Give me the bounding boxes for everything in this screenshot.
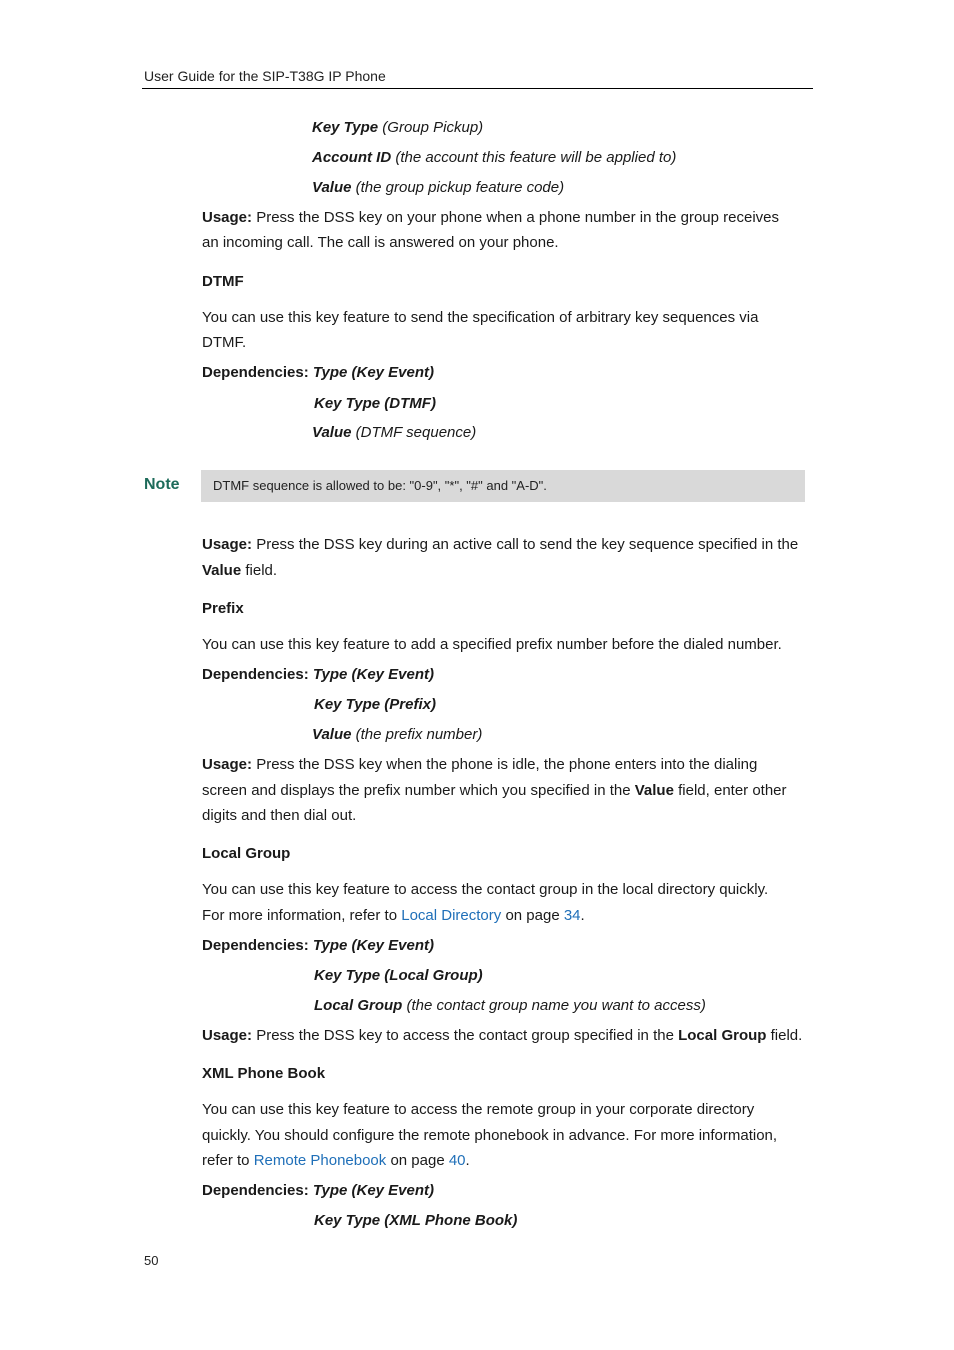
dependencies [202,1182,434,1200]
description-text: refer to [202,1152,254,1169]
dep-label: Value [312,726,352,743]
dep-value: (Prefix) [380,696,436,713]
dep-label: Key Type [314,967,381,984]
note-text: DTMF sequence is allowed to be: "0-9", "*", "#" and "A-D". [213,478,547,493]
dep-type: Type (Key Event) [308,364,435,381]
description-text: quickly. You should configure the remote phonebook in advance. For more information, [202,1127,778,1144]
dep-value [312,726,482,744]
dependencies [202,364,434,382]
dep-label: Dependencies: [202,1182,309,1199]
dep-label: Local Group [314,997,403,1014]
description-text: For more information, refer to [202,907,402,924]
description-text: on page [501,907,564,924]
usage-text [202,562,277,580]
description-text: You can use this key feature to send the specification of arbitrary key sequences via [202,309,759,326]
usage-text: an incoming call. The call is answered on your phone. [202,234,559,251]
note-box [201,470,805,502]
usage-text: Press the DSS key on your phone when a phone number in the group receives [252,209,780,226]
description-text: on page [386,1152,449,1169]
usage-text: field, enter other [673,782,787,799]
description-text: You can use this key feature to access the remote group in your corporate directory [202,1101,755,1118]
running-header: User Guide for the SIP-T38G IP Phone [144,68,386,84]
usage-paragraph [202,209,779,227]
dep-key-type [314,696,436,714]
field-name: Value [202,562,242,579]
dep-label: Value [312,179,352,196]
dependencies [202,666,434,684]
usage-paragraph [202,756,757,774]
dep-key-type [314,395,436,413]
usage-label: Usage: [202,1027,253,1044]
dep-type: Type (Key Event) [308,1182,435,1199]
description-text: . [580,907,585,924]
usage-text: Press the DSS key to access the contact group specified in the [252,1027,679,1044]
dep-label: Dependencies: [202,937,309,954]
section-heading-xml-phone-book: XML Phone Book [202,1065,326,1082]
usage-label: Usage: [202,209,253,226]
dep-value: (the account this feature will be applied to) [391,149,677,166]
local-directory-link[interactable]: Local Directory [401,907,502,924]
usage-paragraph [202,1027,802,1045]
dep-value: (DTMF sequence) [351,424,477,441]
dep-value: (Group Pickup) [378,119,484,136]
header-rule [142,88,813,89]
dep-label: Key Type [314,1212,381,1229]
dep-value: (Local Group) [380,967,483,984]
usage-paragraph [202,536,798,554]
usage-label: Usage: [202,756,253,773]
field-name: Value [634,782,674,799]
dep-key-type [314,967,483,985]
page-number: 50 [144,1253,159,1268]
dep-key-type [312,119,483,137]
usage-text: Press the DSS key during an active call to send the key sequence specified in the [252,536,799,553]
page-40-link[interactable]: 40 [448,1152,466,1169]
description-text: You can use this key feature to add a specified prefix number before the dialed number. [202,636,782,653]
dep-label: Dependencies: [202,364,309,381]
description-text: DTMF. [202,334,247,351]
usage-text: screen and displays the prefix number which you specified in the [202,782,635,799]
dep-label: Key Type [312,119,379,136]
dep-label: Key Type [314,696,381,713]
description-text: You can use this key feature to access the contact group in the local directory quickly. [202,881,769,898]
dep-value: (the contact group name you want to access) [402,997,706,1014]
section-heading-dtmf: DTMF [202,273,244,290]
note-label: Note [144,476,180,493]
dep-local-group [314,997,706,1015]
field-name: Local Group [678,1027,767,1044]
page-34-link[interactable]: 34 [563,907,581,924]
dep-label: Account ID [312,149,392,166]
dep-value: (the group pickup feature code) [351,179,565,196]
usage-text [202,782,787,800]
dep-type: Type (Key Event) [308,666,435,683]
description-text [202,907,585,925]
usage-text: Press the DSS key when the phone is idle, the phone enters into the dialing [252,756,758,773]
section-heading-local-group: Local Group [202,845,291,862]
usage-text: digits and then dial out. [202,807,357,824]
dep-label: Value [312,424,352,441]
dep-key-type [314,1212,517,1230]
description-text [202,1152,470,1170]
section-heading-prefix: Prefix [202,600,244,617]
dep-value: (the prefix number) [351,726,483,743]
usage-text: field. [241,562,278,579]
dep-label: Key Type [314,395,381,412]
usage-label: Usage: [202,536,253,553]
dependencies [202,937,434,955]
dep-value: (XML Phone Book) [380,1212,518,1229]
dep-account-id [312,149,676,167]
usage-text: field. [766,1027,803,1044]
dep-value [312,424,476,442]
remote-phonebook-link[interactable]: Remote Phonebook [253,1152,387,1169]
dep-value [312,179,564,197]
dep-label: Dependencies: [202,666,309,683]
description-text: . [465,1152,470,1169]
dep-type: Type (Key Event) [308,937,435,954]
dep-value: (DTMF) [380,395,436,412]
